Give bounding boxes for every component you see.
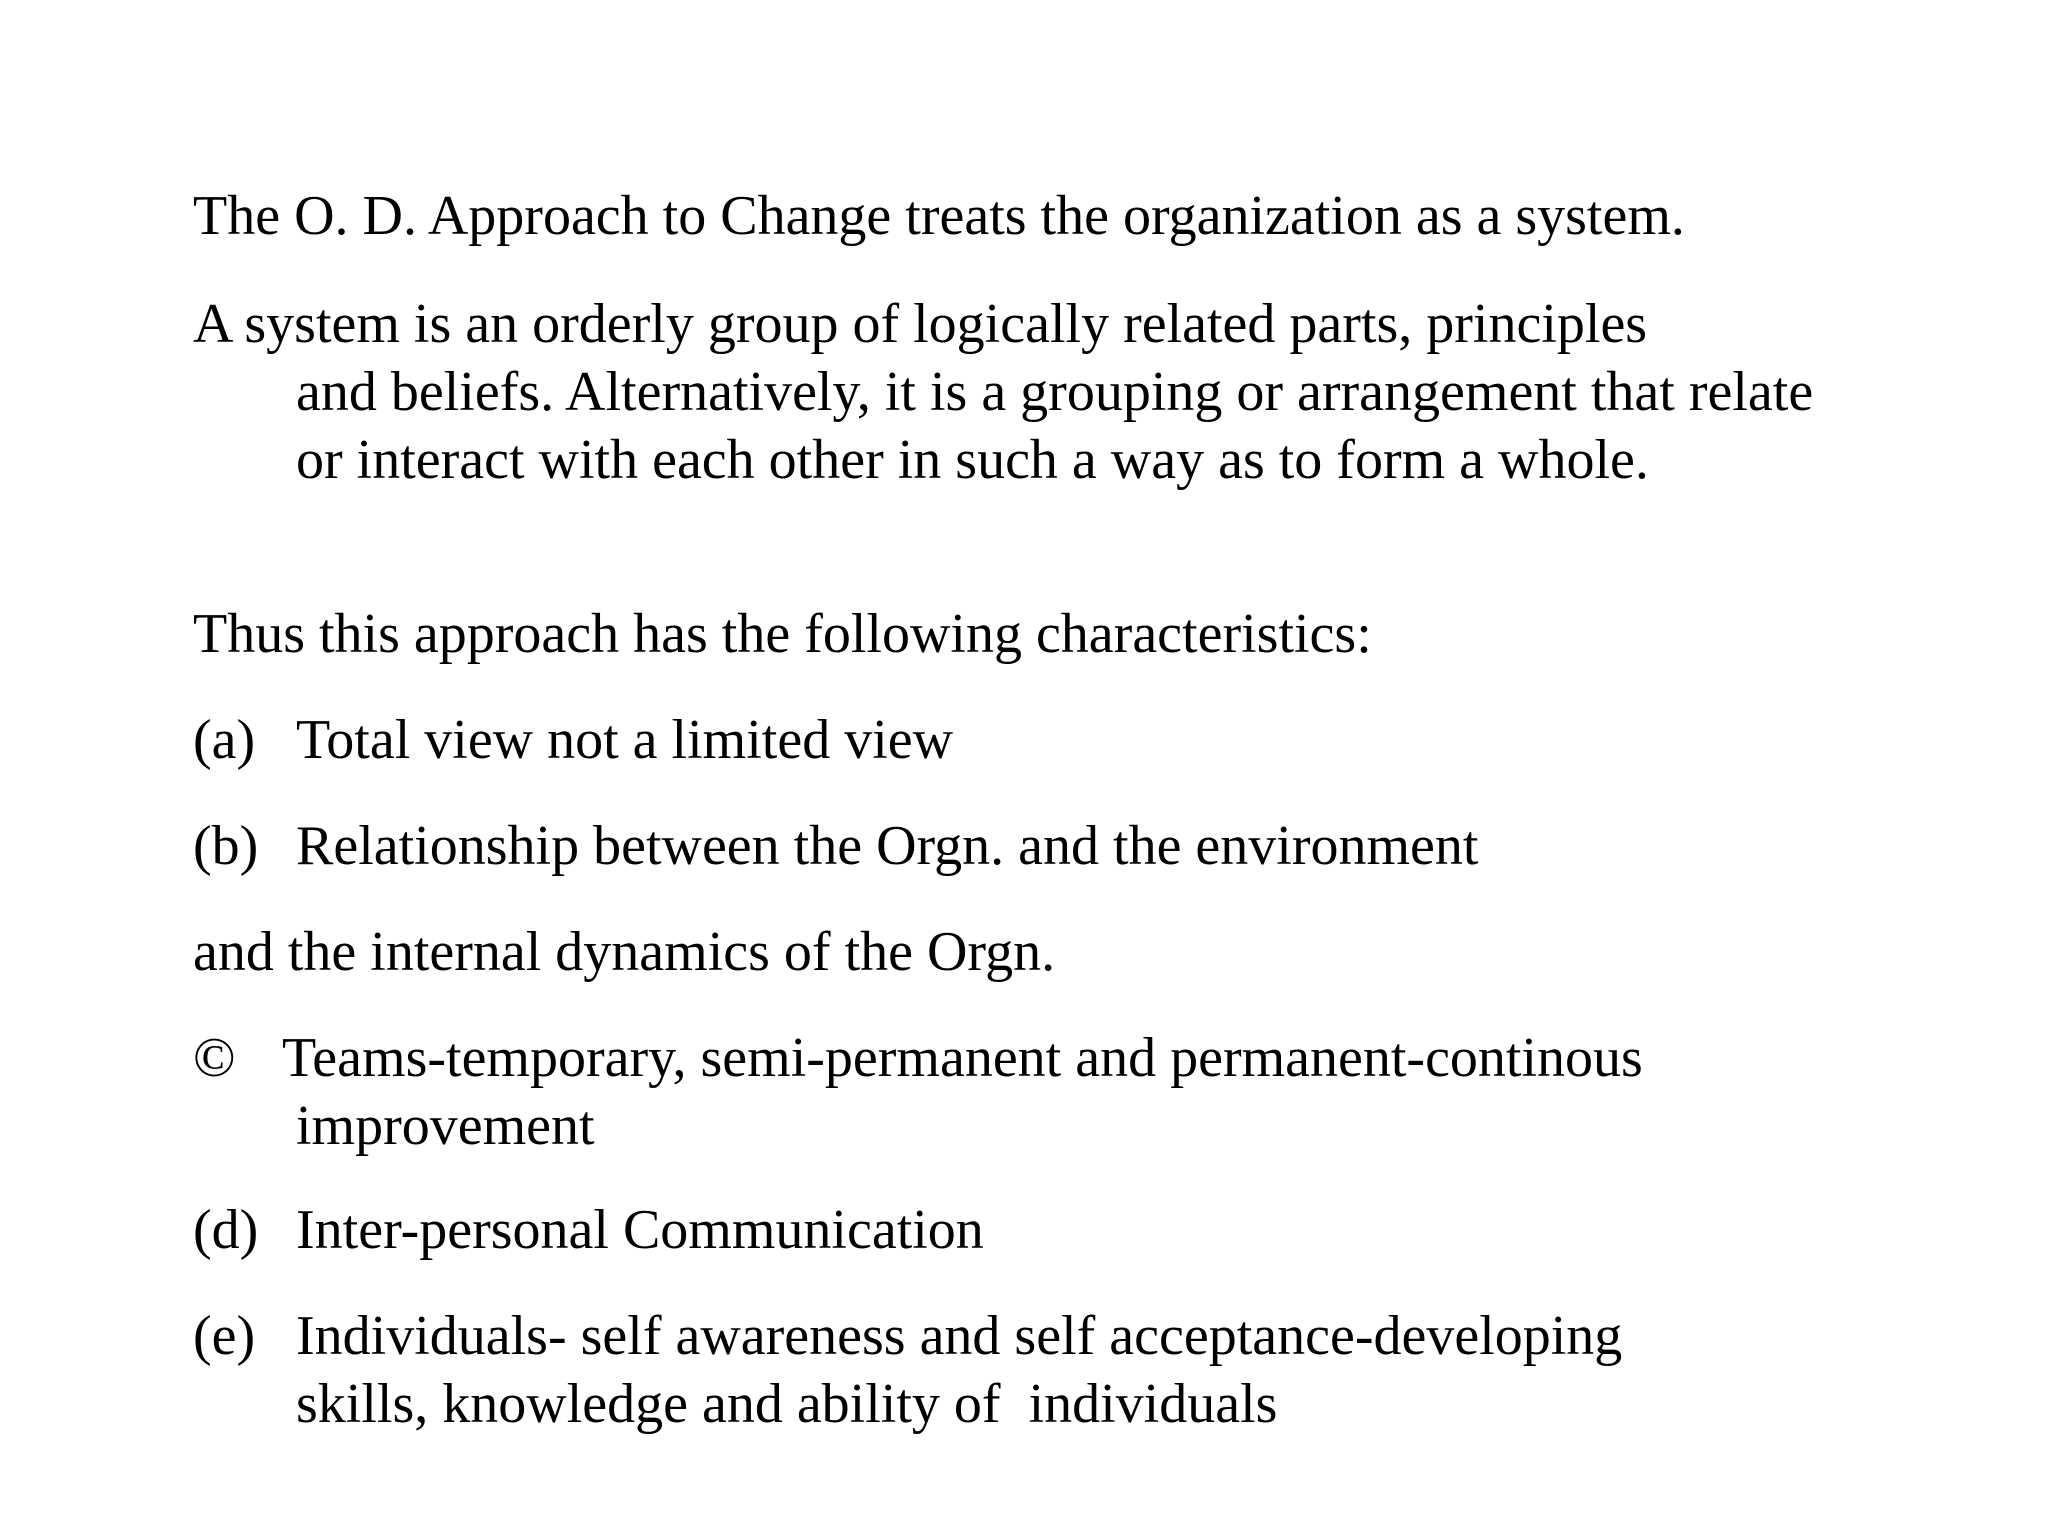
list-marker: (d) [193, 1199, 259, 1261]
list-item-text: Individuals- self awareness and self acceptance-developing [296, 1305, 1623, 1367]
list-item-a [193, 706, 1833, 774]
continuation-text: and the internal dynamics of the Orgn. [193, 921, 1056, 983]
list-item-text: Relationship between the Orgn. and the environment [296, 815, 1479, 877]
continuation-line [193, 918, 1833, 986]
list-item-body [193, 1024, 1833, 1160]
list-item-continuation: improvement [296, 1095, 595, 1157]
list-item-body [193, 1196, 1833, 1264]
list-item-text: Total view not a limited view [296, 709, 954, 771]
list-marker: (b) [193, 815, 259, 877]
list-item-d [193, 1196, 1833, 1264]
definition-first-line: A system is an orderly group of logically related parts, principles [193, 293, 1648, 355]
list-item-body [193, 706, 1833, 774]
list-item-body [193, 812, 1833, 880]
list-item-text: Inter-personal Communication [296, 1199, 984, 1261]
list-marker: (a) [193, 709, 256, 771]
list-item-b [193, 812, 1833, 880]
list-item-continuation: skills, knowledge and ability of individuals [296, 1373, 1278, 1435]
list-item-c [193, 1024, 1833, 1160]
characteristics-intro [193, 600, 1833, 668]
definition-rest: and beliefs. Alternatively, it is a grouping or arrangement that relate or interact with each other in such a way as to form a whole. [296, 361, 1814, 491]
list-item-e [193, 1302, 1833, 1438]
list-marker: (e) [193, 1305, 256, 1367]
intro-line [193, 182, 1833, 250]
list-item-text: Teams-temporary, semi-permanent and permanent-continous [282, 1027, 1643, 1089]
list-item-body [193, 1302, 1833, 1438]
definition-paragraph [193, 290, 1833, 494]
intro-text: The O. D. Approach to Change treats the organization as a system. [193, 185, 1685, 247]
list-marker: © [193, 1027, 236, 1089]
characteristics-intro-text: Thus this approach has the following characteristics: [193, 603, 1372, 665]
